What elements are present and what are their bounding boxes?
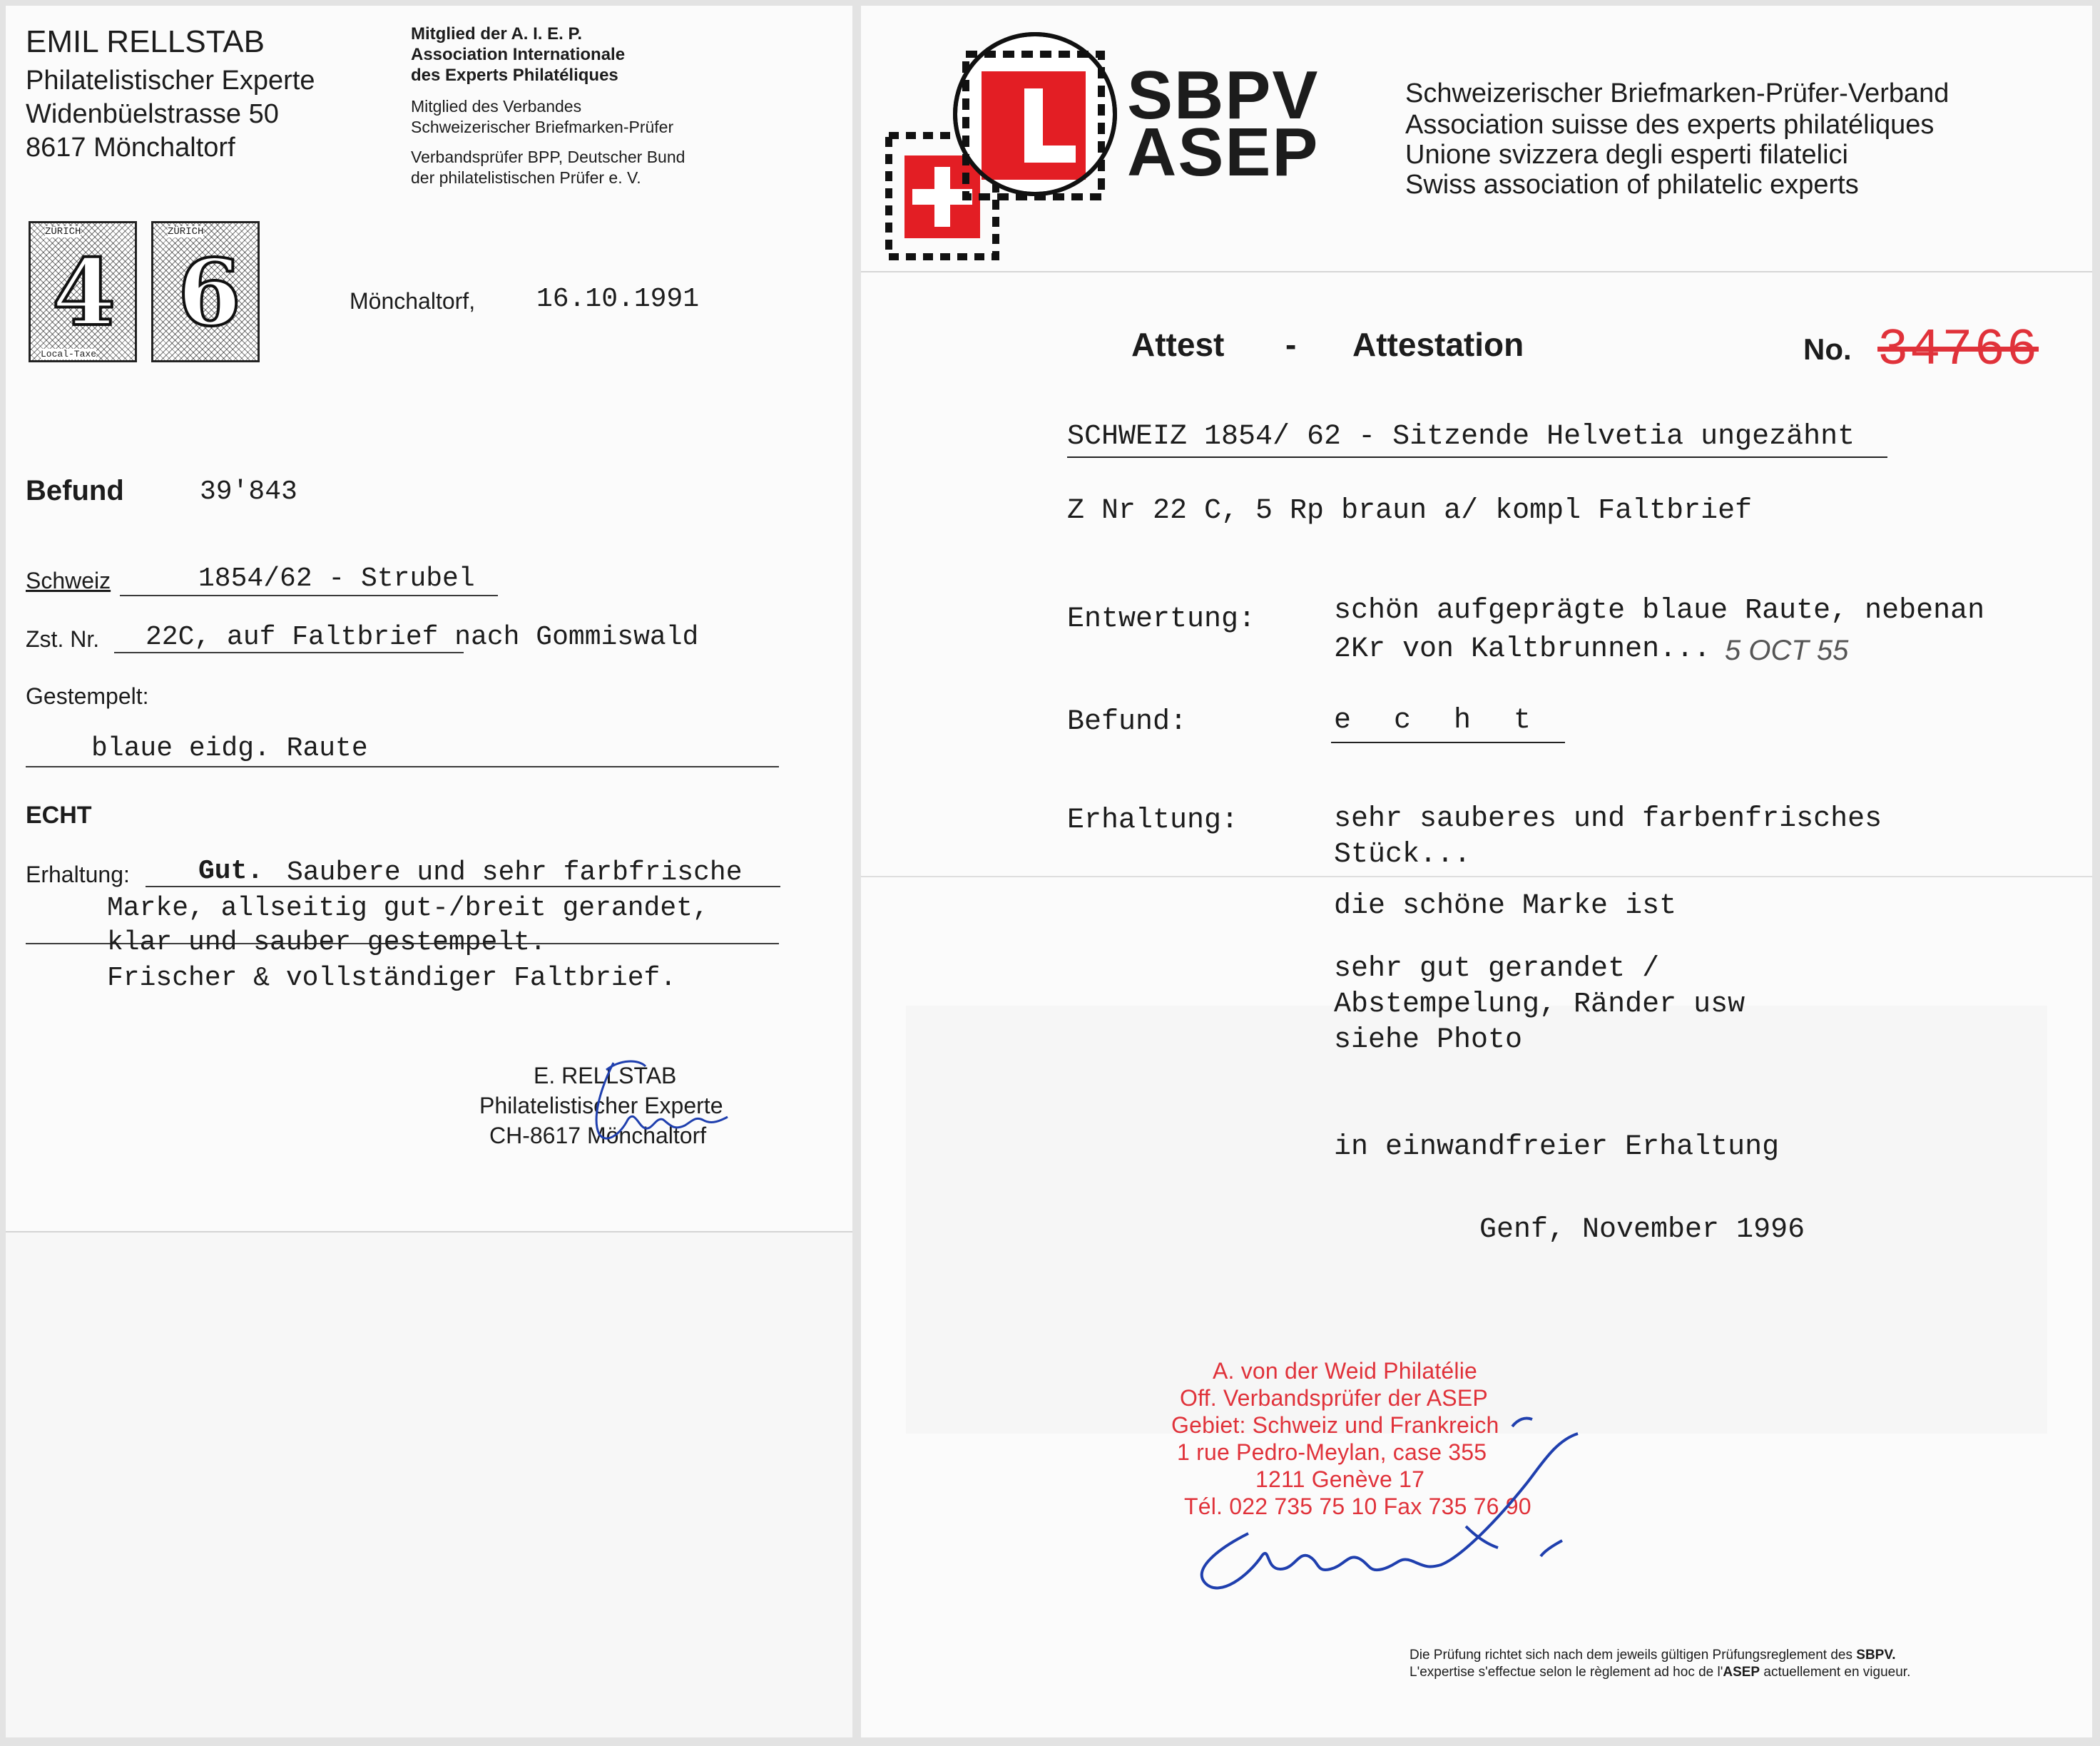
- org-name-fr: Association suisse des experts philatéliques: [1405, 110, 1935, 140]
- footer-line-2: [1410, 1665, 1910, 1680]
- weid-stamp-line: 1 rue Pedro-Meylan, case 355: [1177, 1439, 1487, 1465]
- org-name-de: Schweizerischer Briefmarken-Prüfer-Verband: [1405, 78, 1949, 108]
- erhaltung-gut: Gut.: [198, 856, 264, 887]
- footer-text: L'expertise s'effectue selon le règlement ad hoc de l': [1410, 1665, 1723, 1680]
- erhaltung-line-2: Marke, allseitig gut-/breit gerandet,: [107, 893, 709, 924]
- zst-value: 22C, auf Faltbrief nach Gommiswald: [146, 622, 699, 653]
- certificate-place: Mönchaltorf,: [350, 288, 476, 314]
- gestempelt-label: Gestempelt:: [26, 683, 149, 709]
- schweiz-value: 1854/62 - Strubel: [198, 563, 475, 594]
- stamp-4-frame: [29, 221, 137, 362]
- weid-stamp-line: 1211 Genève 17: [1255, 1466, 1425, 1492]
- membership-line: des Experts Philatéliques: [411, 66, 618, 85]
- membership-line: Association Internationale: [411, 45, 626, 64]
- erhaltung-right-line-2: Stück...: [1334, 839, 1472, 871]
- entwertung-label: Entwertung:: [1067, 603, 1256, 635]
- stamp-4-bottom-text: Local-Taxe: [41, 349, 97, 359]
- sbpv-logo-emblem: [882, 29, 1138, 264]
- weid-signature: [1141, 1369, 1612, 1626]
- certificate-date: 16.10.1991: [536, 284, 700, 315]
- erhaltung-right-line-1: sehr sauberes und farbenfrisches: [1334, 803, 1882, 835]
- erhaltung-label-right: Erhaltung:: [1067, 805, 1239, 837]
- echt-label: ECHT: [26, 802, 92, 829]
- stamp-4-top-text: ZÜRICH: [45, 226, 81, 238]
- erhaltung-right-line-6: siehe Photo: [1334, 1024, 1523, 1056]
- subject-underline: [1067, 456, 1887, 458]
- membership-line: Mitglied des Verbandes: [411, 97, 582, 116]
- heading-attestation: Attestation: [1352, 326, 1524, 363]
- stamp-6-top-text: ZÜRICH: [168, 226, 204, 238]
- erhaltung-label: Erhaltung:: [26, 862, 130, 887]
- schweiz-label: Schweiz: [26, 568, 111, 593]
- entwertung-handwritten: 5 OCT 55: [1725, 635, 1849, 666]
- erhaltung-right-line-5: Abstempelung, Ränder usw: [1334, 989, 1745, 1021]
- befund-value-right: e c h t: [1334, 705, 1544, 737]
- cert-no-value: 34766: [1877, 321, 2039, 379]
- cert-place-date: Genf, November 1996: [1479, 1214, 1805, 1246]
- erhaltung-right-line-4: sehr gut gerandet /: [1334, 953, 1660, 985]
- weid-stamp-line: A. von der Weid Philatélie: [1213, 1358, 1478, 1384]
- entwertung-line-1: schön aufgeprägte blaue Raute, nebenan: [1334, 595, 1985, 627]
- stamp-6-digit: 6: [178, 240, 242, 347]
- weid-stamp-line: Gebiet: Schweiz und Frankreich: [1171, 1412, 1499, 1438]
- heading-dash: -: [1285, 326, 1297, 363]
- membership-line: Mitglied der A. I. E. P.: [411, 24, 583, 44]
- entwertung-line-2: 2Kr von Kaltbrunnen...: [1334, 633, 1711, 665]
- membership-line: der philatelistischen Prüfer e. V.: [411, 168, 641, 187]
- cert-subject: SCHWEIZ 1854/ 62 - Sitzende Helvetia ungezähnt: [1067, 421, 1855, 453]
- befund-number: 39'843: [200, 476, 297, 507]
- expert-title: Philatelistischer Experte: [26, 66, 315, 96]
- heading-attest: Attest: [1131, 326, 1225, 363]
- sbpv-logo-line2: ASEP: [1127, 114, 1320, 190]
- zurich-stamps-logo: [29, 221, 264, 364]
- cert-znr: Z Nr 22 C, 5 Rp braun a/ kompl Faltbrief: [1067, 495, 1753, 527]
- weid-stamp-line: Off. Verbandsprüfer der ASEP: [1180, 1385, 1488, 1411]
- weid-stamp-line: Tél. 022 735 75 10 Fax 735 76 90: [1184, 1494, 1531, 1519]
- expert-street: Widenbüelstrasse 50: [26, 99, 279, 129]
- expert-city: 8617 Mönchaltorf: [26, 133, 235, 163]
- footer-line-1: [1410, 1648, 1896, 1663]
- footer-asep: ASEP: [1723, 1665, 1760, 1680]
- footer-text: actuellement en vigueur.: [1760, 1665, 1911, 1680]
- befund-underline: [1331, 742, 1565, 743]
- rellstab-stamp-line: E. RELLSTAB: [534, 1063, 677, 1088]
- rellstab-stamp-line: CH-8617 Mönchaltorf: [489, 1123, 707, 1148]
- erhaltung-right-line-3: die schöne Marke ist: [1334, 890, 1677, 922]
- erhaltung-line-1: Saubere und sehr farbfrische: [287, 857, 743, 888]
- footer-sbpv: SBPV.: [1856, 1648, 1896, 1663]
- befund-label: Befund: [26, 475, 124, 506]
- gestempelt-value: blaue eidg. Raute: [91, 733, 368, 764]
- rellstab-stamp-line: Philatelistischer Experte: [479, 1093, 723, 1118]
- erhaltung-line-3: klar und sauber gestempelt.: [107, 927, 546, 958]
- cert-no-label: No.: [1803, 332, 1852, 366]
- gestempelt-rule: [26, 766, 779, 767]
- erhaltung-line-4: Frischer & vollständiger Faltbrief.: [107, 963, 677, 994]
- stamp-4-digit: 4: [52, 240, 116, 347]
- erhaltung-right-line-7: in einwandfreier Erhaltung: [1334, 1131, 1780, 1163]
- membership-line: Verbandsprüfer BPP, Deutscher Bund: [411, 148, 685, 166]
- membership-line: Schweizerischer Briefmarken-Prüfer: [411, 118, 674, 136]
- stamp-6-frame: [151, 221, 260, 362]
- rellstab-signature: [556, 1048, 742, 1155]
- org-name-en: Swiss association of philatelic experts: [1405, 170, 1859, 200]
- zst-label: Zst. Nr.: [26, 626, 100, 652]
- expert-name: EMIL RELLSTAB: [26, 24, 265, 59]
- left-certificate-upper: [6, 6, 852, 1231]
- org-name-it: Unione svizzera degli esperti filatelici: [1405, 140, 1848, 170]
- schweiz-rule: [120, 595, 498, 596]
- left-certificate-lower: [6, 1231, 852, 1737]
- sbpv-logo-line1: SBPV: [1127, 57, 1320, 133]
- befund-label-right: Befund:: [1067, 706, 1188, 738]
- footer-text: Die Prüfung richtet sich nach dem jeweils gültigen Prüfungsreglement des: [1410, 1648, 1857, 1663]
